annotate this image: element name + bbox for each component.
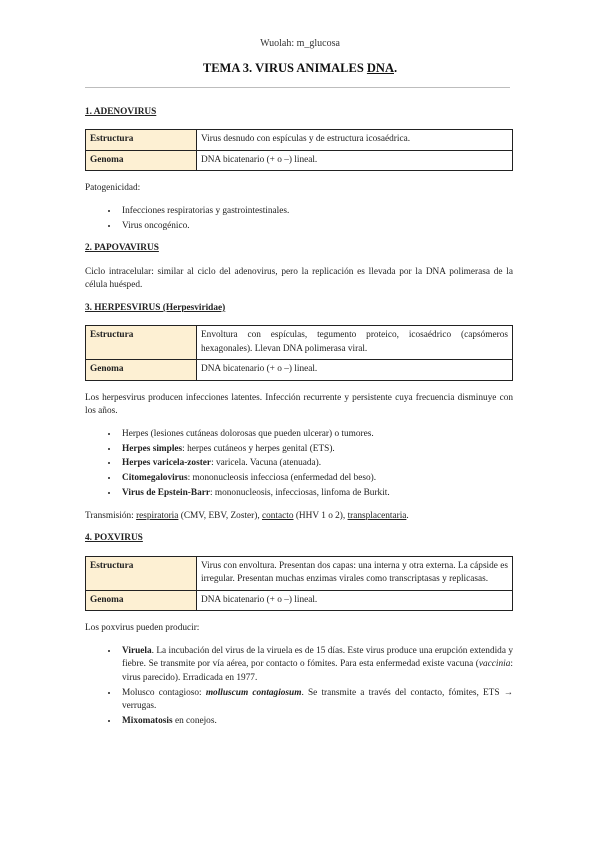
title-end: . [394, 61, 398, 75]
list-item [119, 443, 513, 456]
estructura-value: Virus con envoltura. Presentan dos capas: una interna y otra externa. La cápside es irregular. Presentan muchas enzimas virales como transcriptasas y replicasas. [197, 556, 513, 590]
estructura-label: Estructura [86, 556, 197, 590]
item-text: . La incubación del virus de la viruela es de 15 días. Este virus produce una erupción extendida y fiebre. Se transmite por vía aérea, por contacto o fómites. Para esta enfermedad existe vacuna ( [122, 645, 513, 670]
transmision-contacto: contacto [262, 510, 294, 521]
item-text: : herpes cutáneos y herpes genital (ETS). [182, 443, 335, 454]
table-row [86, 360, 513, 380]
adenovirus-table [85, 129, 513, 171]
estructura-label: Estructura [86, 130, 197, 150]
genoma-label: Genoma [86, 150, 197, 170]
transmision-transplacentaria: transplacentaria [347, 510, 407, 521]
section-heading-poxvirus: 4. POXVIRUS [85, 533, 143, 544]
transmision-label: Transmisión: [85, 510, 137, 521]
item-bold: Citomegalovirus [122, 473, 188, 484]
list-item [119, 715, 513, 728]
herpesvirus-table [85, 325, 513, 380]
list-item [119, 687, 513, 714]
title-text: TEMA 3. VIRUS ANIMALES [202, 61, 367, 75]
list-item: • Virus oncogénico. [119, 220, 513, 233]
table-row [86, 326, 513, 360]
poxvirus-list [85, 645, 513, 729]
page-title [0, 59, 600, 77]
genoma-value: DNA bicatenario (+ o –) lineal. [197, 150, 513, 170]
list-item: • Infecciones respiratorias y gastrointestinales. [119, 205, 513, 218]
item-text: en conejos. [172, 716, 217, 727]
list-item [119, 645, 513, 685]
item-bold: Herpes simples [122, 443, 183, 454]
item-text: : mononucleosis, infecciosas, linfoma de Burkit. [209, 488, 390, 499]
transmision-end: . [406, 510, 409, 521]
genoma-value: DNA bicatenario (+ o –) lineal. [197, 360, 513, 380]
table-row [86, 130, 513, 150]
genoma-value: DNA bicatenario (+ o –) lineal. [197, 590, 513, 610]
transmision-respiratoria: respiratoria [136, 510, 179, 521]
item-text: : virus parecido). Erradicada en 1977. [122, 659, 513, 683]
genoma-label: Genoma [86, 360, 197, 380]
item-text: . Se transmite a través del contacto, fómites, ETS → verrugas. [122, 687, 513, 712]
estructura-value: Virus desnudo con espículas y de estructura icosaédrica. [197, 130, 513, 150]
item-text: : varicela. Vacuna (atenuada). [211, 458, 322, 469]
list-item: • Herpes (lesiones cutáneas dolorosas que pueden ulcerar) o tumores. [119, 428, 513, 441]
item-italic: vaccinia [478, 659, 511, 670]
transmision-text-2: (HHV 1 o 2), [293, 510, 348, 521]
title-underlined: DNA [366, 61, 394, 75]
table-row [86, 556, 513, 590]
table-row [86, 150, 513, 170]
transmision-text [85, 510, 513, 523]
estructura-value: Envoltura con espículas, tegumento proteico, icosaédrico (capsómeros hexagonales). Llevan DNA polimerasa viral. [197, 326, 513, 360]
title-divider [85, 87, 510, 88]
list-item [119, 457, 513, 470]
herpesvirus-intro: Los herpesvirus producen infecciones latentes. Infección recurrente y persistente cuya frecuencia disminuye con los años. [85, 392, 513, 417]
document-body [85, 106, 513, 738]
item-bold: Virus de Epstein-Barr [122, 488, 210, 499]
papovavirus-text: Ciclo intracelular: similar al ciclo del adenovirus, pero la replicación es llevada por la DNA polimerasa de la célula huésped. [85, 266, 513, 291]
section-heading-papovavirus: 2. PAPOVAVIRUS [85, 243, 159, 254]
section-heading-adenovirus: 1. ADENOVIRUS [85, 107, 157, 117]
item-bold: Mixomatosis [122, 716, 173, 727]
item-text: Molusco contagioso: [122, 687, 206, 698]
genoma-label: Genoma [86, 590, 197, 610]
estructura-label: Estructura [86, 326, 197, 360]
transmision-text-1: (CMV, EBV, Zoster), [178, 510, 262, 521]
item-bold: Herpes varicela-zoster [122, 458, 212, 469]
patogenicidad-text: Patogenicidad: [85, 183, 141, 194]
table-row [86, 590, 513, 610]
item-bold: Viruela [122, 645, 152, 656]
poxvirus-intro: Los poxvirus pueden producir: [85, 623, 200, 634]
list-item [119, 472, 513, 485]
herpesvirus-list [85, 428, 513, 501]
adenovirus-list [85, 205, 513, 233]
item-text: : mononucleosis infecciosa (enfermedad del beso). [187, 473, 377, 484]
watermark: Wuolah: m_glucosa [260, 38, 340, 49]
list-item [119, 487, 513, 500]
section-heading-herpesvirus: 3. HERPESVIRUS (Herpesviridae) [85, 302, 226, 313]
poxvirus-table [85, 556, 513, 611]
item-bold-italic: molluscum contagiosum [205, 687, 302, 698]
